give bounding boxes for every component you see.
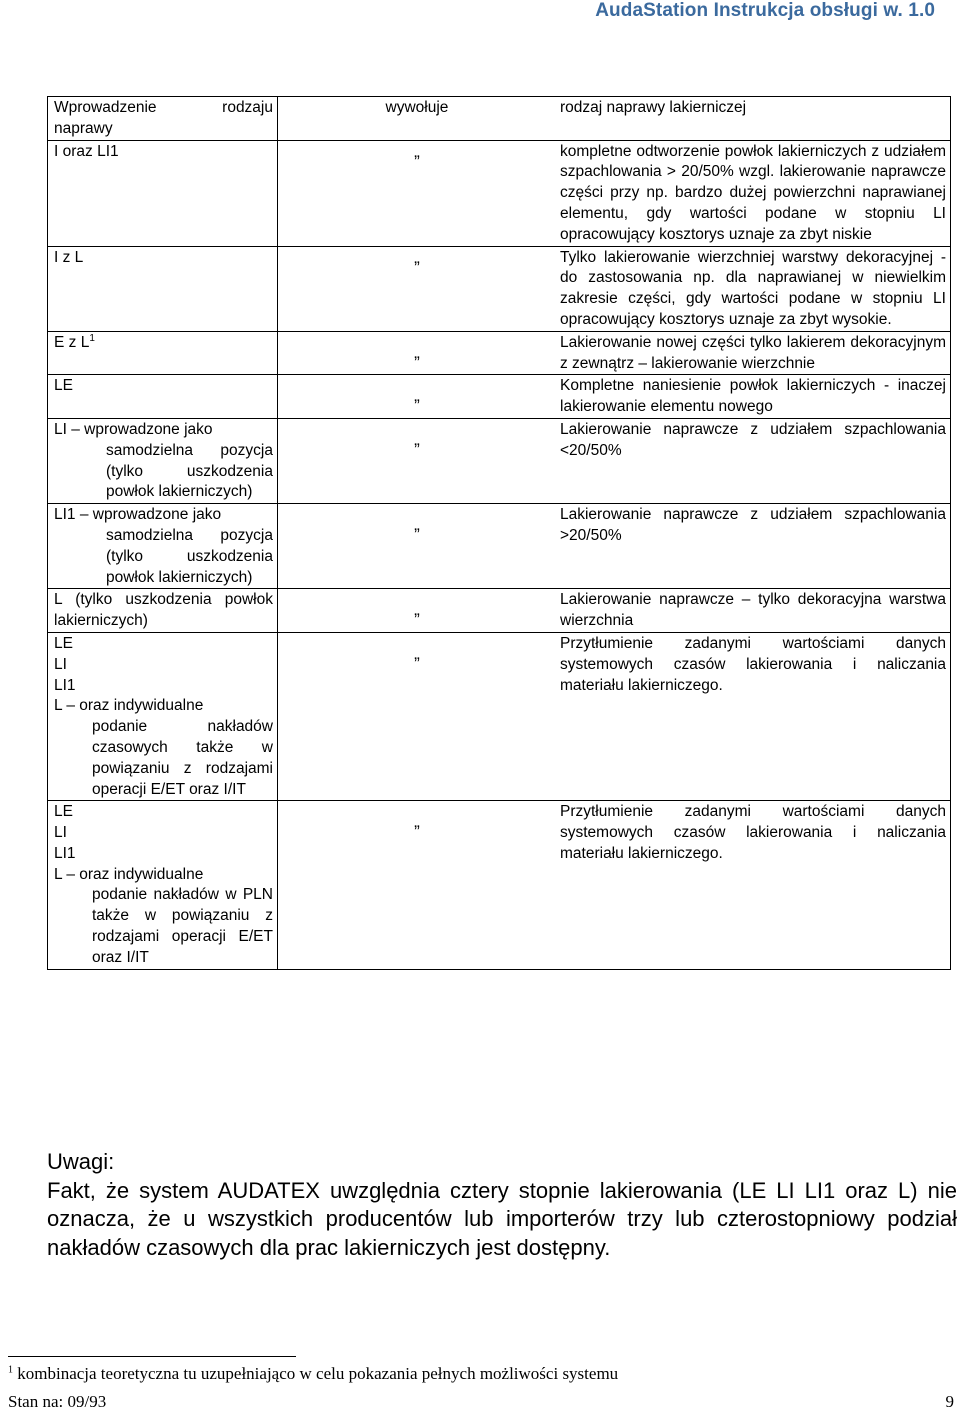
row-input-cell	[48, 801, 278, 969]
ditto-mark: „	[414, 600, 420, 620]
row-input-cell: I z L	[48, 246, 278, 331]
table-row	[48, 801, 951, 969]
ditto-mark: „	[414, 386, 420, 406]
table-row	[48, 589, 951, 633]
notes-title: Uwagi:	[47, 1149, 115, 1174]
notes-text: Fakt, że system AUDATEX uwzględnia cztery stopnie lakierowania (LE LI LI1 oraz L) nie oznacza, że u wszystkich producentów lub importerów trzy lub czterostopniowy podział nakładów czasowych dla prac lakierniczych jest dostępny.	[47, 1177, 957, 1260]
table-row	[48, 140, 951, 246]
notes-section	[47, 1148, 957, 1262]
row-input-rest: samodzielna pozycja (tylko uszkodzenia powłok lakierniczych)	[106, 526, 273, 586]
ditto-mark: „	[414, 812, 420, 832]
row-input-line: LE	[54, 634, 73, 652]
row-input-cell: LE	[48, 375, 278, 419]
row-description-cell: Lakierowanie naprawcze z udziałem szpachlowania >20/50%	[554, 504, 951, 589]
footnote	[8, 1364, 618, 1384]
row-description-cell: kompletne odtworzenie powłok lakierniczych z udziałem szpachlowania > 20/50% wzgl. lakierowanie naprawcze części przy np. bardzo dużej powierzchni naprawianej elementu, gdy wartości podane w stopniu LI opracowujący kosztorys uznaje za zbyt niskie	[554, 140, 951, 246]
ditto-mark: „	[414, 515, 420, 535]
row-input-line: LI1	[54, 676, 76, 694]
row-input-cell: I oraz LI1	[48, 140, 278, 246]
header-cell-repair-type: rodzaj naprawy lakierniczej	[554, 97, 951, 141]
paint-repair-table	[47, 96, 951, 970]
footnote-ref: 1	[89, 332, 95, 344]
row-input-line: LE	[54, 803, 73, 821]
row-description-cell: Lakierowanie naprawcze z udziałem szpachlowania <20/50%	[554, 418, 951, 503]
row-description-cell: Przytłumienie zadanymi wartościami danych systemowych czasów lakierowania i naliczania materiału lakierniczego.	[554, 632, 951, 800]
ditto-mark: „	[414, 342, 420, 362]
ditto-mark: „	[414, 643, 420, 663]
ditto-mark: „	[414, 429, 420, 449]
page-number: 9	[945, 1392, 954, 1411]
header-cell-input: Wprowadzenie rodzaju naprawy	[48, 97, 278, 141]
table-row	[48, 246, 951, 331]
ditto-mark: „	[414, 141, 420, 161]
table-row	[48, 632, 951, 800]
footnote-divider	[8, 1356, 296, 1357]
row-description-cell: Kompletne naniesienie powłok lakierniczych - inaczej lakierowanie elementu nowego	[554, 375, 951, 419]
footnote-mark: 1	[8, 1364, 13, 1376]
row-input-line: LI1	[54, 844, 76, 862]
row-description-cell: Lakierowanie naprawcze – tylko dekoracyjna warstwa wierzchnia	[554, 589, 951, 633]
row-input-first-line: LI1 – wprowadzone jako	[54, 506, 222, 524]
row-input-rest: podanie nakładów w PLN także w powiązaniu z rodzajami operacji E/ET oraz I/IT	[92, 886, 273, 966]
table-header-row	[48, 97, 951, 141]
footer-status: Stan na: 09/93	[8, 1392, 107, 1411]
row-input-text: E z L	[54, 333, 90, 351]
row-input-line: LI	[54, 824, 67, 842]
table-row	[48, 504, 951, 589]
row-input-line: LI	[54, 655, 67, 673]
table-row	[48, 375, 951, 419]
row-input-cell	[48, 331, 278, 375]
row-description-cell: Tylko lakierowanie wierzchniej warstwy dekoracyjnej - do zastosowania np. dla naprawianej w niewielkim zakresie części, gdy wartości podane w stopniu LI opracowujący kosztorys uznaje za zbyt wysokie.	[554, 246, 951, 331]
row-input-cell	[48, 632, 278, 800]
table-row	[48, 418, 951, 503]
row-description-cell: Przytłumienie zadanymi wartościami danych systemowych czasów lakierowania i naliczania materiału lakierniczego.	[554, 801, 951, 969]
footnote-text: kombinacja teoretyczna tu uzupełniająco w celu pokazania pełnych możliwości systemu	[13, 1364, 619, 1383]
row-input-line: L – oraz indywidualne	[54, 865, 204, 883]
document-header-title: AudaStation Instrukcja obsługi w. 1.0	[595, 0, 935, 21]
row-input-cell	[48, 418, 278, 503]
row-input-cell: L (tylko uszkodzenia powłok lakierniczych)	[48, 589, 278, 633]
ditto-mark: „	[414, 247, 420, 267]
row-input-cell	[48, 504, 278, 589]
row-input-rest: samodzielna pozycja (tylko uszkodzenia powłok lakierniczych)	[106, 441, 273, 501]
row-input-first-line: LI – wprowadzone jako	[54, 420, 213, 438]
row-input-rest: podanie nakładów czasowych także w powiązaniu z rodzajami operacji E/ET oraz I/IT	[92, 718, 273, 798]
header-cell-causes: wywołuje	[278, 97, 555, 141]
row-input-line: L – oraz indywidualne	[54, 697, 204, 715]
row-description-cell: Lakierowanie nowej części tylko lakierem dekoracyjnym z zewnątrz – lakierowanie wierzchnie	[554, 331, 951, 375]
table-row	[48, 331, 951, 375]
